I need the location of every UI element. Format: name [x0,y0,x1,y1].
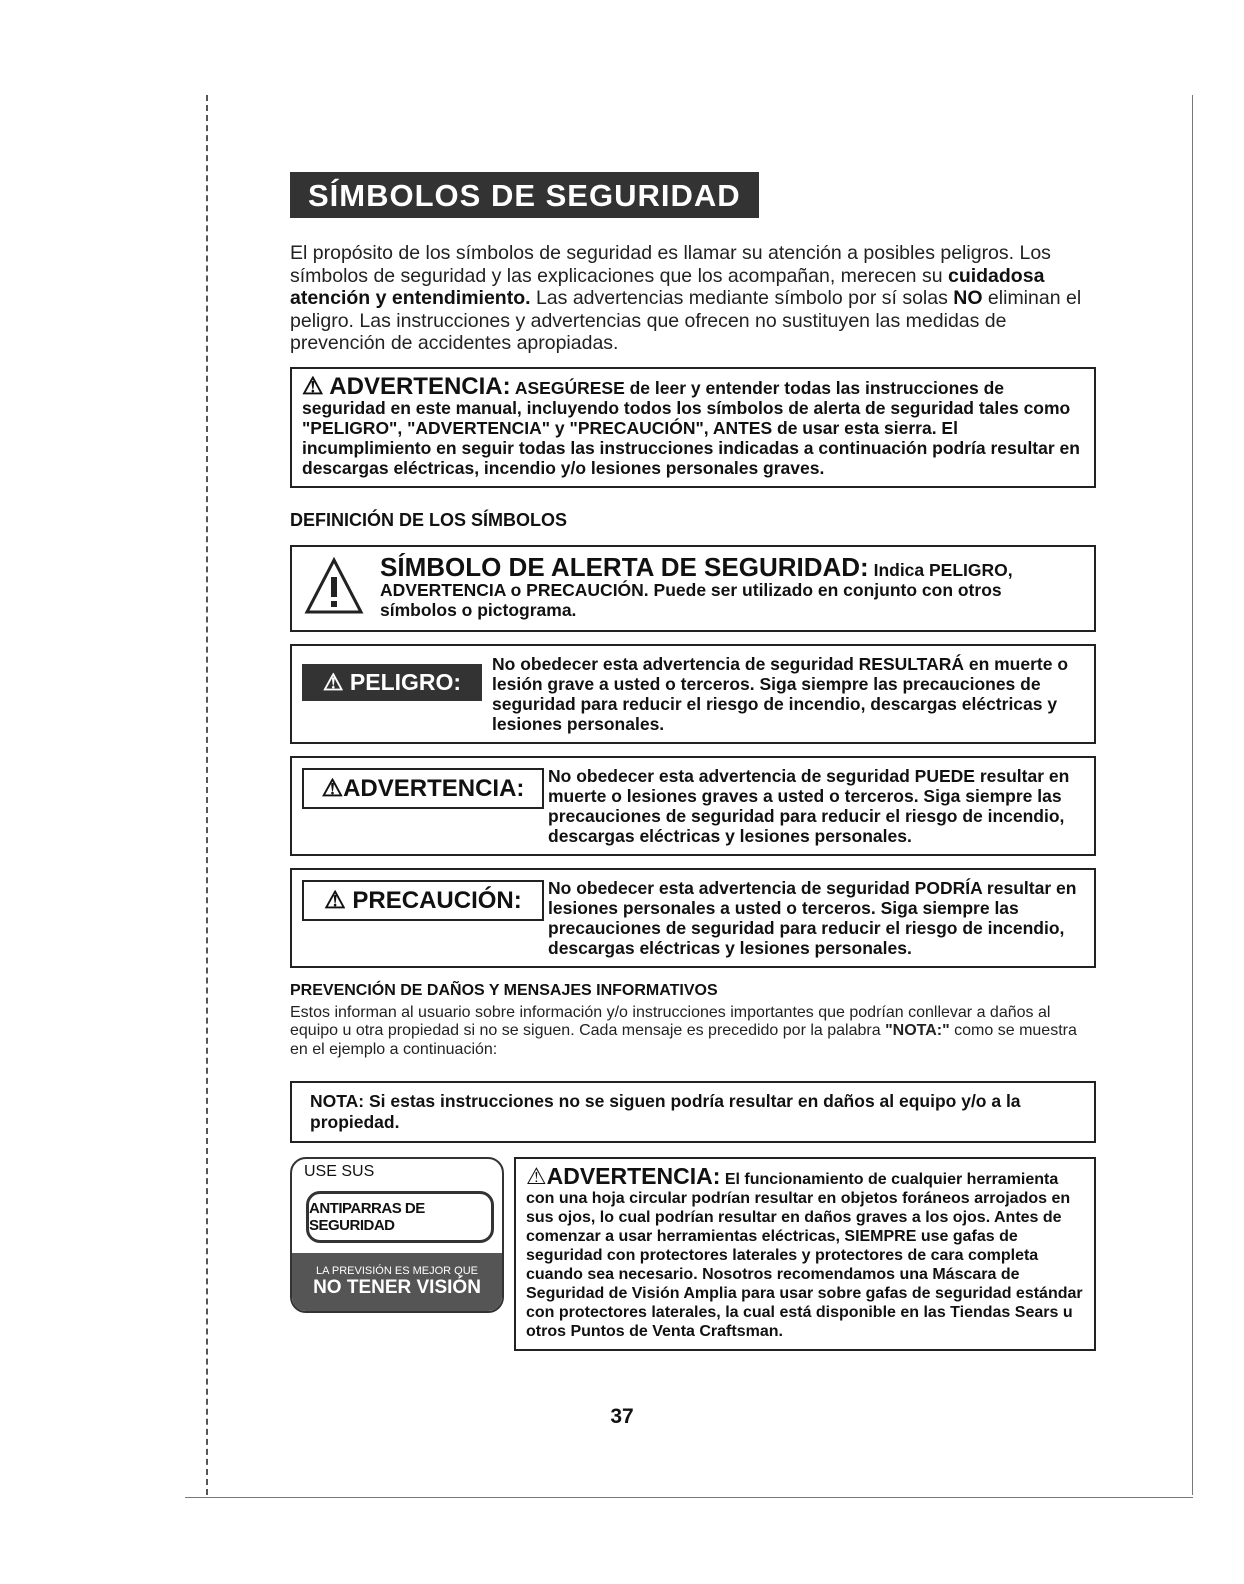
goggles-band [292,1253,502,1311]
prevention-text-2: como se muestra en el ejemplo a continuación: [290,1022,1077,1058]
intro-paragraph [290,242,1096,355]
warning-icon: ⚠ [526,1163,547,1189]
prevention-text: Estos informan al usuario sobre información y/o instrucciones importantes que podrían conllevar a daños al equipo u otra propiedad si no se siguen. Cada mensaje es precedido por la palabra [290,1003,1051,1039]
goggles-lens: ANTIPARRAS DE SEGURIDAD [306,1191,494,1243]
precaucion-label-wrap [302,878,548,921]
eye-warning-label: ADVERTENCIA: [546,1163,721,1189]
goggles-slogan-2: NO TENER VISIÓN [313,1277,481,1298]
main-warning-box [290,367,1096,488]
binding-edge-left [206,95,208,1495]
peligro-box [290,644,1096,744]
main-warning-text: ASEGÚRESE de leer y entender todas las instrucciones de seguridad en este manual, incluyendo todos los símbolos de alerta de seguridad tales como "PELIGRO", "ADVERTENCIA" y "PRECAUCIÓN", ANTES de usar esta sierra. El incumplimiento en seguir todas las instrucciones indicadas a continuación podría resultar en descargas eléctricas, incendio y/o lesiones personales graves. [302,377,1080,478]
goggles-use-text: USE SUS [304,1163,375,1180]
peligro-label: ⚠ PELIGRO: [302,664,482,701]
page-number: 37 [610,1405,634,1428]
advertencia-label-wrap [302,766,548,809]
definitions-heading: DEFINICIÓN DE LOS SÍMBOLOS [290,509,568,530]
prevention-heading: PREVENCIÓN DE DAÑOS Y MENSAJES INFORMATIVOS [290,981,718,999]
section-title: SÍMBOLOS DE SEGURIDAD [290,172,759,218]
precaucion-box [290,868,1096,968]
alert-symbol-box [290,545,1096,632]
page-edge-bottom [185,1497,1193,1498]
advertencia-label: ⚠ADVERTENCIA: [302,768,544,809]
alert-symbol-text: Indica PELIGRO, ADVERTENCIA o PRECAUCIÓN. Puede ser utilizado en conjunto con otros símbolos o pictograma. [380,559,1013,620]
safety-goggles-graphic [290,1157,504,1313]
nota-box: NOTA: Si estas instrucciones no se siguen podría resultar en daños al equipo y/o a la propiedad. [290,1081,1096,1143]
page-content [290,172,1096,1351]
advertencia-text: No obedecer esta advertencia de seguridad PUEDE resultar en muerte o lesiones graves a usted o terceros. Siga siempre las precauciones de seguridad para reducir el riesgo de incendio, descargas eléctricas y lesiones personales. [548,765,1070,846]
prevention-bold: "NOTA:" [885,1022,950,1039]
intro-text-2: Las advertencias mediante símbolo por sí solas [530,287,954,309]
intro-text-1: El propósito de los símbolos de seguridad es llamar su atención a posibles peligros. Los símbolos de seguridad y las explicaciones que los acompañan, merecen su [290,242,1051,287]
precaucion-label: ⚠ PRECAUCIÓN: [302,880,544,921]
page-edge-right [1192,95,1193,1495]
prevention-paragraph [290,1004,1096,1060]
goggles-slogan-1: LA PREVISIÓN ES MEJOR QUE [316,1265,478,1277]
intro-bold-1: cuidadosa atención y entendimiento. [290,264,1045,309]
main-warning-label: ADVERTENCIA: [329,372,511,400]
advertencia-box [290,756,1096,856]
peligro-text: No obedecer esta advertencia de seguridad RESULTARÁ en muerte o lesión grave a usted o terceros. Siga siempre las precauciones de seguridad para reducir el riesgo de incendio, descargas eléctricas y lesiones personales. [492,653,1069,734]
peligro-label-wrap [302,654,492,701]
precaucion-text: No obedecer esta advertencia de seguridad PODRÍA resultar en lesiones personales a usted o terceros. Siga siempre las precauciones de seguridad para reducir el riesgo de incendio, descargas eléctricas y lesiones personales. [548,877,1077,958]
intro-bold-2: NO [953,287,983,309]
eye-safety-row [290,1157,1096,1351]
alert-symbol-label: SÍMBOLO DE ALERTA DE SEGURIDAD: [380,551,869,582]
intro-text-3: eliminan el peligro. Las instrucciones y advertencias que ofrecen no sustituyen las medidas de prevención de accidentes apropiadas. [290,287,1082,354]
eye-warning-box [514,1157,1096,1351]
alert-triangle-icon [304,557,380,620]
eye-warning-text: El funcionamiento de cualquier herramienta con una hoja circular podrían resultar en objetos foráneos arrojados en sus ojos, lo cual podrían resultar en daños graves a los ojos. Antes de comenzar a usar herramientas eléctricas, SIEMPRE use gafas de seguridad con protectores laterales y protectores de cara completa cuando sea necesario. Nosotros recomendamos una Máscara de Seguridad de Visión Amplia para usar sobre gafas de seguridad estándar con protectores laterales, la cual está disponible en las Tiendas Sears u otros Puntos de Venta Craftsman. [526,1171,1083,1340]
alert-symbol-text-block [380,551,1082,620]
warning-icon: ⚠ [302,372,330,400]
